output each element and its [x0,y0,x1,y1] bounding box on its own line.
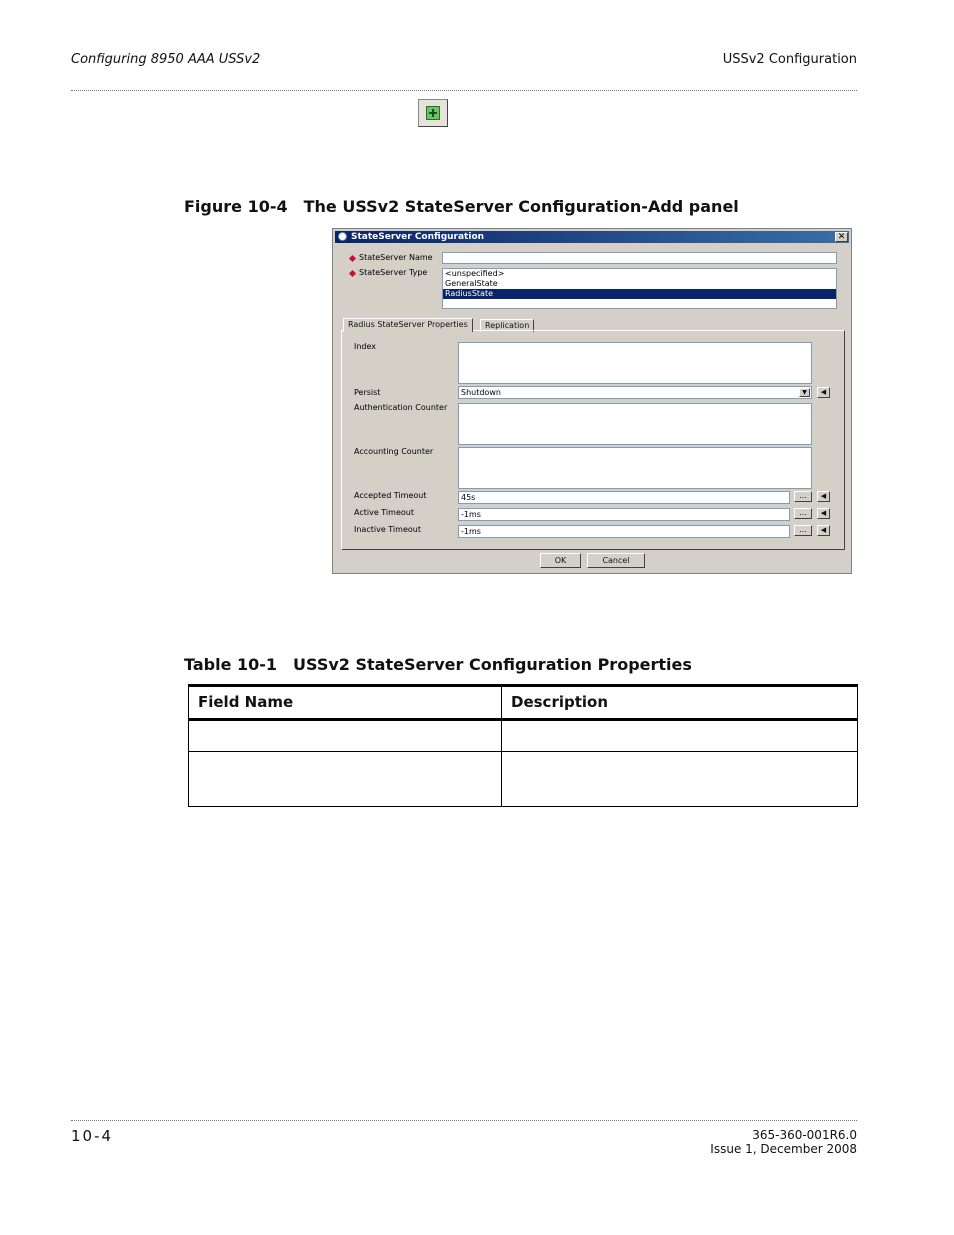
type-option-radiusstate[interactable]: RadiusState [443,289,836,299]
accepted-timeout-label: Accepted Timeout [354,491,427,500]
table-cell [189,752,502,807]
stateserver-type-list[interactable] [442,268,837,309]
active-timeout-browse-button[interactable]: ... [794,508,812,519]
dialog-title: StateServer Configuration [351,232,485,242]
tab-radius-stateserver-properties[interactable]: Radius StateServer Properties [343,318,473,332]
table-cell [502,720,858,752]
table-number: Table 10-1 [184,655,278,674]
column-header-description: Description [502,686,858,720]
accounting-counter-label: Accounting Counter [354,447,434,456]
inactive-timeout-browse-button[interactable]: ... [794,525,812,536]
table-cell [189,720,502,752]
properties-panel [341,330,845,550]
chevron-down-icon[interactable]: ▼ [799,388,810,397]
persist-value: Shutdown [461,388,501,397]
accepted-timeout-input[interactable]: 45s [458,491,790,504]
type-option-generalstate[interactable]: GeneralState [445,279,498,288]
app-logo-icon [338,232,347,241]
issue-date: Issue 1, December 2008 [710,1142,857,1156]
footer-rule [71,1120,857,1121]
stateserver-dialog [332,228,852,574]
index-field[interactable] [458,342,812,384]
active-timeout-label: Active Timeout [354,508,414,517]
persist-label: Persist [354,388,381,397]
ok-button[interactable]: OK [540,553,581,568]
stateserver-type-label: StateServer Type [359,268,428,277]
running-header-right: USSv2 Configuration [722,52,857,67]
running-header-left: Configuring 8950 AAA USSv2 [71,52,261,67]
table-row [189,752,858,807]
close-icon[interactable]: ✕ [835,232,848,242]
persist-select[interactable] [458,386,812,399]
column-header-field-name: Field Name [189,686,502,720]
active-timeout-reset-arrow-icon[interactable]: ◀ [817,508,830,519]
stateserver-name-label: StateServer Name [359,253,433,262]
authentication-counter-label: Authentication Counter [354,403,448,412]
inactive-timeout-reset-arrow-icon[interactable]: ◀ [817,525,830,536]
inactive-timeout-input[interactable]: -1ms [458,525,790,538]
footer-info [710,1128,857,1156]
table-header-row [189,686,858,720]
properties-table [188,684,858,807]
tab-replication[interactable]: Replication [480,319,534,332]
page-number: 10-4 [71,1127,114,1145]
inactive-timeout-label: Inactive Timeout [354,525,421,534]
figure-title: The USSv2 StateServer Configuration-Add panel [303,197,739,216]
figure-caption [184,197,739,216]
dialog-titlebar [335,231,849,243]
header-rule [71,90,857,91]
table-row [189,720,858,752]
plus-icon [426,106,440,120]
type-option-unspecified[interactable]: <unspecified> [445,269,505,278]
cancel-button[interactable]: Cancel [587,553,645,568]
figure-number: Figure 10-4 [184,197,288,216]
table-title: USSv2 StateServer Configuration Properties [293,655,692,674]
persist-reset-arrow-icon[interactable]: ◀ [817,387,830,398]
index-label: Index [354,342,377,351]
active-timeout-input[interactable]: -1ms [458,508,790,521]
required-marker-icon [349,255,356,262]
authentication-counter-field[interactable] [458,403,812,445]
document-id: 365-360-001R6.0 [752,1128,857,1142]
accepted-timeout-reset-arrow-icon[interactable]: ◀ [817,491,830,502]
required-marker-icon [349,270,356,277]
accepted-timeout-browse-button[interactable]: ... [794,491,812,502]
add-button[interactable] [418,99,448,127]
table-cell [502,752,858,807]
stateserver-name-input[interactable] [442,252,837,264]
accounting-counter-field[interactable] [458,447,812,489]
table-caption [184,655,692,674]
